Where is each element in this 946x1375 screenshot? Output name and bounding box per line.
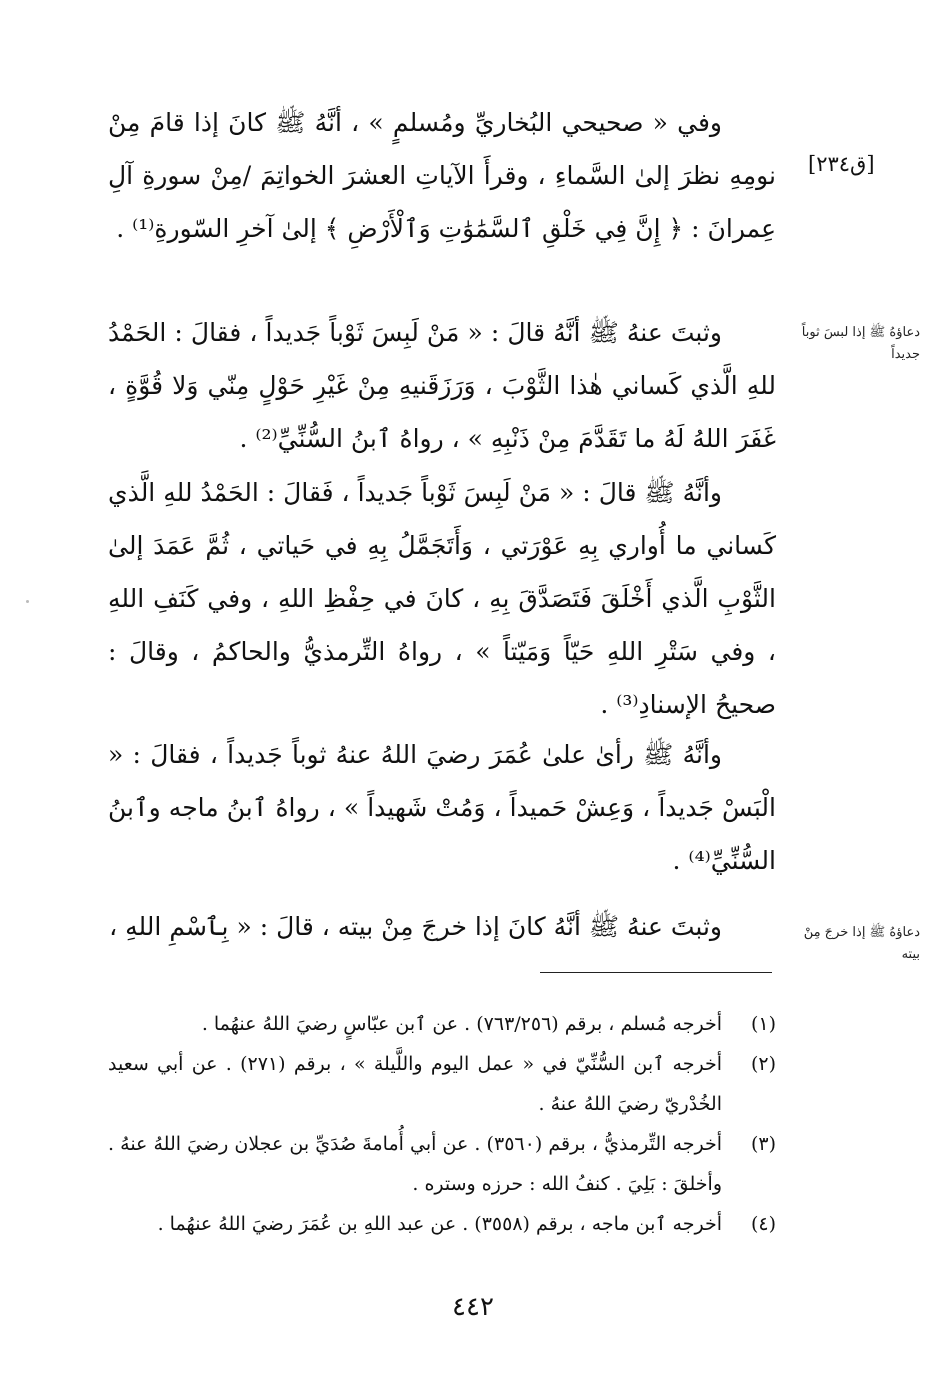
footnote-text: أخرجه ٱبن ماجه ، برقم (٣٥٥٨) . عن عبد اللهِ بن عُمَرَ رضيَ اللهُ عنهُما .	[157, 1213, 722, 1235]
main-text-block-3	[108, 466, 776, 731]
side-note-new-garment: دعاؤهُ ﷺ إذا لبسَ ثوباً جديداً	[801, 325, 920, 362]
page-number: ٤٤٢	[452, 1292, 494, 1322]
footnote-number: (٣)	[750, 1133, 776, 1155]
footnote-number: (٢)	[750, 1053, 776, 1075]
paragraph: وأنَّهُ ﷺ رأىٰ علىٰ عُمَرَ رضيَ اللهُ عنهُ ثوباً جَديداً ، فقالَ : « الْبَسْ جَديداً ، وَعِشْ حَميداً ، وَمُتْ شَهيداً » ، رواهُ ٱبنُ ماجه وٱبنُ السُّنِّيِّ⁽⁴⁾ .	[108, 740, 776, 875]
paragraph: وفي « صحيحي البُخاريِّ ومُسلمٍ » ، أنَّهُ ﷺ كانَ إذا قامَ مِنْ نومِهِ نظرَ إلىٰ السَّماءِ ، وقرأَ الآياتِ العشرَ الخواتِمَ /مِنْ سورةِ آلِ عِمرانَ : ﴿ إِنَّ فِي خَلْقِ ٱلسَّمَٰوَٰتِ وَٱلْأَرْضِ ﴾ إلىٰ آخرِ السّورةِ⁽¹⁾ .	[108, 108, 776, 243]
paragraph: وثبتَ عنهُ ﷺ أنَّهُ كانَ إذا خرجَ مِنْ بيته ، قالَ : « بِٱسْمِ اللهِ ،	[109, 912, 722, 941]
footnote	[108, 1204, 776, 1244]
side-note-leaving-house: دعاؤهُ ﷺ إذا خرجَ مِنْ بيته	[803, 925, 920, 962]
main-text-block-2	[108, 306, 776, 465]
footnote-text: أخرجه ٱبن السُّنِّيّ في « عمل اليوم واللَّيلة » ، برقم (٢٧١) . عن أبي سعيد الخُدْريّ رضيَ اللهُ عنهُ .	[108, 1053, 722, 1115]
footnote-separator	[540, 972, 772, 973]
manuscript-folio-ref: [ق٢٣٤]	[808, 152, 875, 176]
paragraph: وثبتَ عنهُ ﷺ أنَّهُ قالَ : « مَنْ لَبِسَ ثَوْباً جَديداً ، فقالَ : الحَمْدُ للهِ الَّذي كَساني هٰذا الثَّوْبَ ، وَرَزَقَنيهِ مِنْ غَيْرِ حَوْلٍ مِنّي وَلا قُوَّةٍ ، غَفَرَ اللهُ لَهُ ما تَقَدَّمَ مِنْ ذَنْبِهِ » ، رواهُ ٱبنُ السُّنِّيِّ⁽²⁾ .	[108, 318, 777, 453]
footnote	[108, 1004, 776, 1044]
footnotes	[108, 1004, 776, 1244]
footnote-text: أخرجه التِّرمذيُّ ، برقم (٣٥٦٠) . عن أبي أُمامةَ صُدَيِّ بن عجلان رضيَ اللهُ عنهُ . وأخلقَ : بَلِيَ . كنفُ الله : حرزه وستره .	[108, 1133, 723, 1195]
scan-speck	[26, 600, 29, 603]
main-text-block-1	[108, 96, 776, 255]
paragraph: وأنَّهُ ﷺ قالَ : « مَنْ لَبِسَ ثَوْباً جَديداً ، فَقالَ : الحَمْدُ للهِ الَّذي كَساني ما أُواري بِهِ عَوْرَتي ، وَأَتَجَمَّلُ بِهِ في حَياتي ، ثُمَّ عَمَدَ إلىٰ الثَّوْبِ الَّذي أَخْلَقَ فَتَصَدَّقَ بِهِ ، كانَ في حِفْظِ اللهِ ، وفي كَنَفِ اللهِ ، وفي سَتْرِ اللهِ حَيّاً وَمَيّتاً » ، رواهُ التِّرمذيُّ والحاكمُ ، وقالَ : صحيحُ الإسنادِ⁽³⁾ .	[108, 478, 776, 719]
footnote-number: (٤)	[750, 1213, 776, 1235]
footnote-text: أخرجه مُسلم ، برقم (٧٦٣/٢٥٦) . عن ٱبن عبّاسٍ رضيَ اللهُ عنهُما .	[201, 1013, 722, 1035]
footnote	[108, 1124, 776, 1204]
footnote-number: (١)	[750, 1013, 776, 1035]
main-text-block-5	[108, 900, 776, 953]
main-text-block-4	[108, 728, 776, 887]
footnote	[108, 1044, 776, 1124]
